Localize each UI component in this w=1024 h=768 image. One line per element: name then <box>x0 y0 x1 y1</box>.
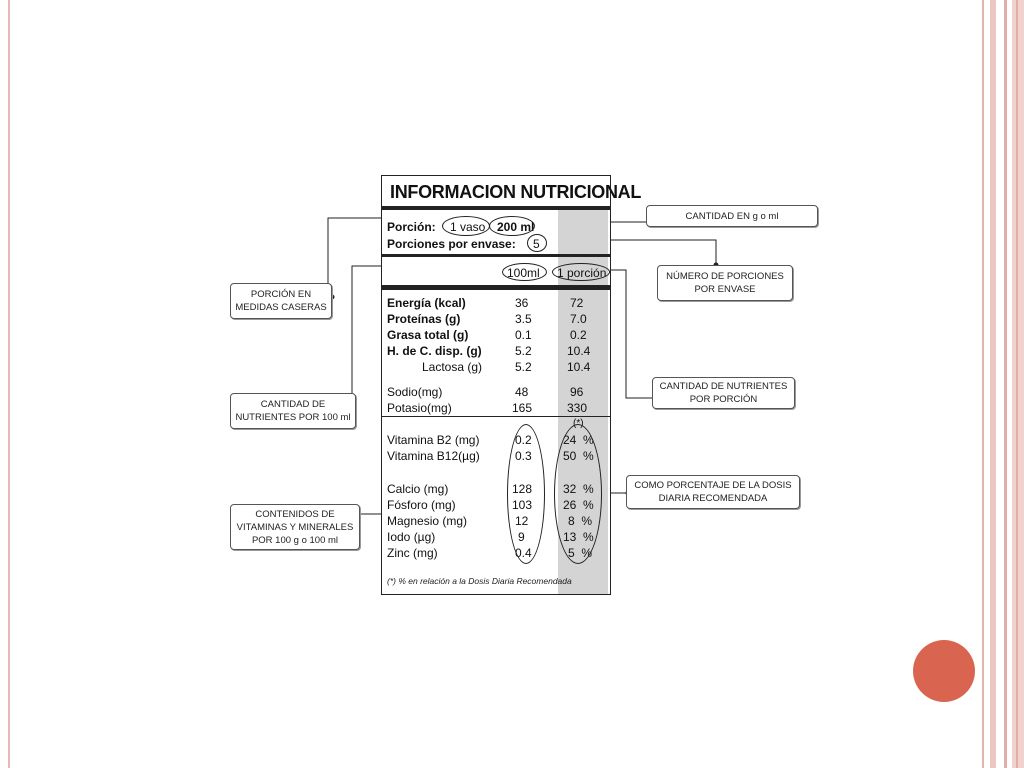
row-v100: 0.2 <box>515 433 532 447</box>
divider-bar <box>382 254 610 257</box>
callout-cantidad-g-ml: CANTIDAD EN g o ml <box>646 205 818 227</box>
row-v100: 12 <box>515 514 529 528</box>
row-name: Calcio (mg) <box>387 482 449 496</box>
row-name: Vitamina B2 (mg) <box>387 433 480 447</box>
portion-household: 1 vaso <box>450 220 486 234</box>
divider-bar <box>382 285 610 290</box>
row-vportion: 10.4 <box>567 344 591 358</box>
servings-oval <box>527 234 547 252</box>
row-name: Iodo (µg) <box>387 530 436 544</box>
row-v100: 9 <box>518 530 525 544</box>
row-name: Proteínas (g) <box>387 312 461 326</box>
row-v100: 0.4 <box>515 546 532 560</box>
portion-amount-oval <box>489 216 535 236</box>
row-vportion: 5 % <box>568 546 593 560</box>
row-vportion: 330 <box>567 401 588 415</box>
col-header-100ml: 100ml <box>507 266 540 280</box>
row-name: Fósforo (mg) <box>387 498 456 512</box>
portion-household-oval <box>442 216 490 236</box>
servings-label: Porciones por envase: <box>387 237 516 251</box>
row-vportion: 8 % <box>568 514 593 528</box>
row-name: Potasio(mg) <box>387 401 452 415</box>
callout-nutrientes-porcion: CANTIDAD DE NUTRIENTES POR PORCIÓN <box>652 377 795 409</box>
row-v100: 5.2 <box>515 344 532 358</box>
row-v100: 3.5 <box>515 312 532 326</box>
row-vportion: 32 % <box>563 482 594 496</box>
row-vportion: 24 % <box>563 433 594 447</box>
divider-line <box>382 416 610 417</box>
portion-label: Porción: <box>387 220 436 234</box>
row-vportion: 72 <box>570 296 584 310</box>
row-v100: 165 <box>512 401 533 415</box>
row-v100: 5.2 <box>515 360 532 374</box>
row-vportion: 10.4 <box>567 360 591 374</box>
row-vportion: 0.2 <box>570 328 587 342</box>
row-vportion: 7.0 <box>570 312 587 326</box>
nutrition-label <box>381 175 642 595</box>
column-100-oval <box>507 424 545 564</box>
row-v100: 0.3 <box>515 449 532 463</box>
row-vportion: 26 % <box>563 498 594 512</box>
servings-value: 5 <box>533 237 540 251</box>
row-name: Magnesio (mg) <box>387 514 468 528</box>
label-title: INFORMACION NUTRICIONAL <box>390 182 642 202</box>
row-v100: 103 <box>512 498 533 512</box>
row-name: H. de C. disp. (g) <box>387 344 482 358</box>
callout-vitaminas-minerales: CONTENIDOS DE VITAMINAS Y MINERALES POR 100 g o 100 ml <box>230 504 360 550</box>
row-vportion: 50 % <box>563 449 594 463</box>
callout-porcentaje-dosis: COMO PORCENTAJE DE LA DOSIS DIARIA RECOMENDADA <box>626 475 800 509</box>
row-vportion: 13 % <box>563 530 594 544</box>
row-name: Grasa total (g) <box>387 328 469 342</box>
row-name: Sodio(mg) <box>387 385 443 399</box>
col-header-portion-oval <box>552 263 610 281</box>
divider-bar <box>382 206 610 210</box>
callout-porcion-caseras: PORCIÓN EN MEDIDAS CASERAS <box>230 283 332 319</box>
col-header-100ml-oval <box>502 263 547 281</box>
row-name: Zinc (mg) <box>387 546 438 560</box>
callout-nutrientes-100ml: CANTIDAD DE NUTRIENTES POR 100 ml <box>230 393 356 429</box>
row-name: Energía (kcal) <box>387 296 466 310</box>
row-v100: 36 <box>515 296 529 310</box>
row-v100: 128 <box>512 482 533 496</box>
row-name: Vitamina B12(µg) <box>387 449 480 463</box>
portion-amount: 200 ml <box>497 220 535 234</box>
callout-numero-porciones: NÚMERO DE PORCIONES POR ENVASE <box>657 265 793 301</box>
row-vportion: 96 <box>570 385 584 399</box>
column-percent-oval <box>554 424 602 564</box>
row-name: Lactosa (g) <box>422 360 483 374</box>
footnote: (*) % en relación a la Dosis Diaria Recomendada <box>387 576 572 586</box>
col-header-portion: 1 porción <box>557 266 607 280</box>
row-v100: 48 <box>515 385 529 399</box>
row-v100: 0.1 <box>515 328 532 342</box>
asterisk-note: (*) <box>573 418 584 429</box>
